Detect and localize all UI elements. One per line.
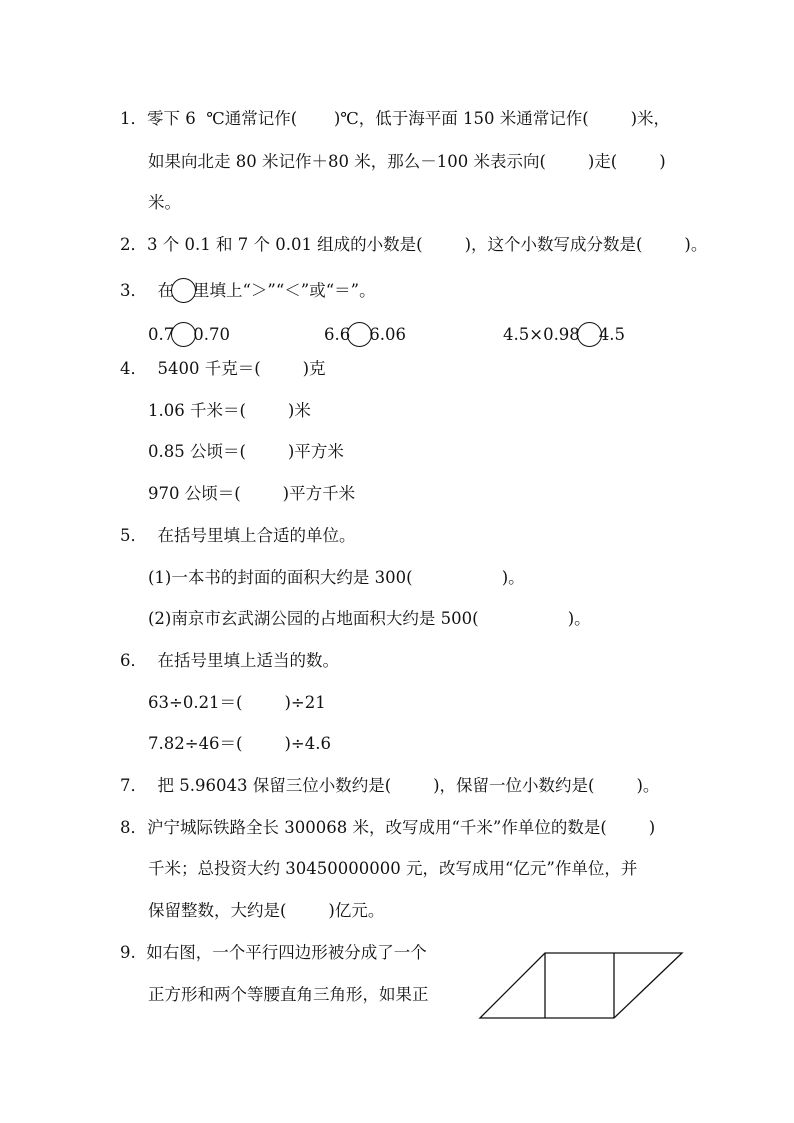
q3-b-left: 6.6 bbox=[324, 325, 351, 344]
q4-line2: 1.06 千米＝( )米 bbox=[148, 401, 311, 420]
q8-line2: 千米；总投资大约 30450000000 元，改写成用“亿元”作单位，并 bbox=[148, 859, 638, 878]
q7-line: 7． 把 5.96043 保留三位小数约是( )，保留一位小数约是( )。 bbox=[120, 776, 660, 795]
parallelogram-figure bbox=[478, 950, 684, 1022]
q3-item-a bbox=[148, 322, 230, 347]
q3-item-c bbox=[503, 322, 625, 347]
q9-line1: 9. 如右图，一个平行四边形被分成了一个 bbox=[120, 943, 427, 962]
q3-prompt bbox=[120, 278, 376, 303]
q2-line: 2．3 个 0.1 和 7 个 0.01 组成的小数是( )，这个小数写成分数是( )。 bbox=[120, 235, 708, 254]
q6-line1: 6． 在括号里填上适当的数。 bbox=[120, 651, 339, 670]
q1-line1: 1．零下 6 ℃通常记作( )℃，低于海平面 150 米通常记作( )米， bbox=[120, 109, 671, 128]
q3-prompt-a: 3． 在 bbox=[120, 281, 174, 300]
q3-item-b bbox=[324, 322, 406, 347]
q3-a-left: 0.7 bbox=[148, 325, 175, 344]
q3-c-right: 4.5 bbox=[598, 325, 626, 344]
q1-line3: 米。 bbox=[148, 193, 181, 212]
q5-line2: (1)一本书的封面的面积大约是 300( )。 bbox=[148, 568, 525, 587]
q3-b-right: 6.06 bbox=[369, 325, 406, 344]
q4-line3: 0.85 公顷＝( )平方米 bbox=[148, 442, 344, 461]
q8-line1: 8．沪宁城际铁路全长 300068 米，改写成用“千米”作单位的数是( ) bbox=[120, 818, 656, 837]
q6-line3: 7.82÷46＝( )÷4.6 bbox=[148, 734, 331, 753]
q3-a-right: 0.70 bbox=[193, 325, 230, 344]
q4-line4: 970 公顷＝( )平方千米 bbox=[148, 484, 356, 503]
q3-c-left: 4.5×0.98 bbox=[503, 325, 580, 344]
q1-line2: 如果向北走 80 米记作＋80 米，那么－100 米表示向( )走( ) bbox=[148, 152, 666, 171]
q8-line3: 保留整数，大约是( )亿元。 bbox=[148, 901, 385, 920]
q5-line3: (2)南京市玄武湖公园的占地面积大约是 500( )。 bbox=[148, 609, 591, 628]
parallelogram-outline bbox=[480, 953, 682, 1018]
q9-line2: 正方形和两个等腰直角三角形，如果正 bbox=[148, 985, 429, 1004]
q6-line2: 63÷0.21＝( )÷21 bbox=[148, 693, 326, 712]
q5-line1: 5． 在括号里填上合适的单位。 bbox=[120, 526, 356, 545]
q4-line1: 4． 5400 千克＝( )克 bbox=[120, 359, 326, 378]
q3-prompt-b: 里填上“＞”“＜”或“＝”。 bbox=[193, 281, 376, 300]
